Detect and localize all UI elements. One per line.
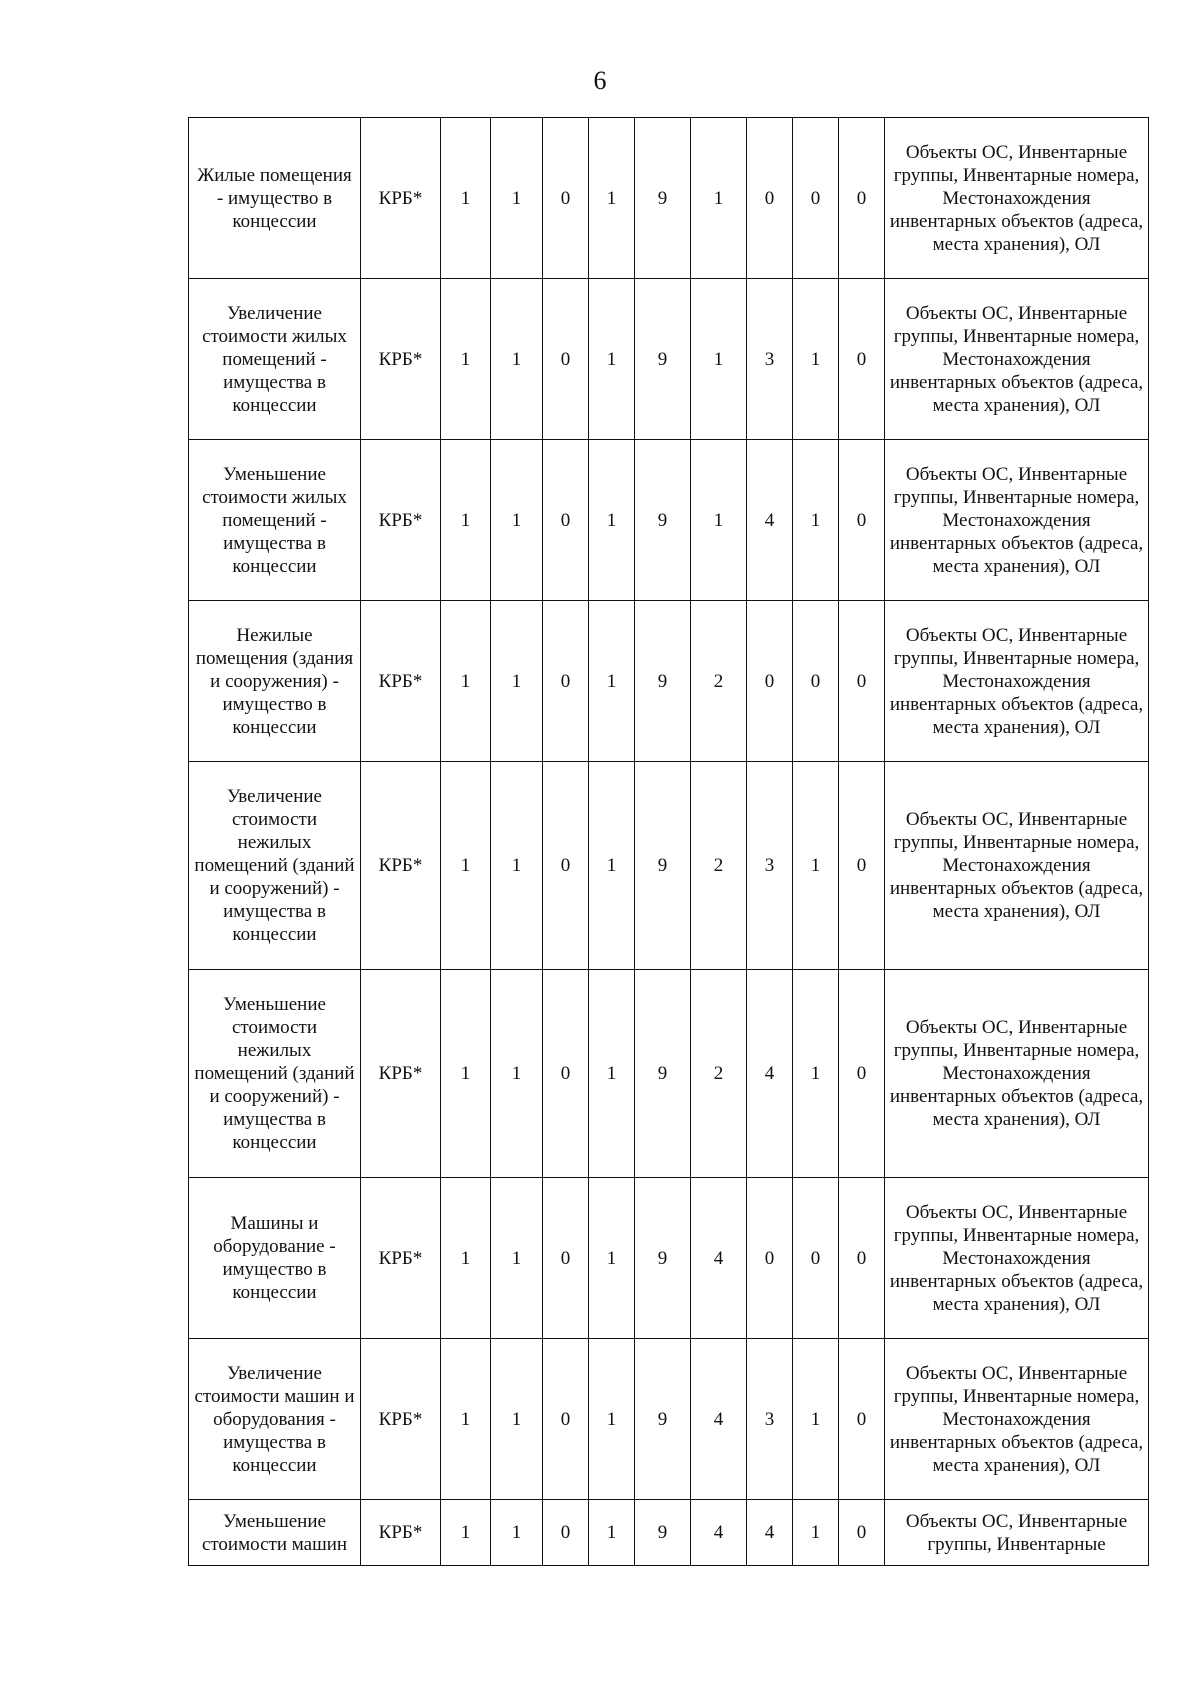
account-digit: 1 xyxy=(441,1178,491,1339)
account-digit: 2 xyxy=(691,762,747,970)
table-row xyxy=(189,118,1149,279)
account-digit: 0 xyxy=(839,440,885,601)
account-digit: 1 xyxy=(589,118,635,279)
account-digit: 1 xyxy=(589,440,635,601)
accounts-table xyxy=(188,117,1149,1566)
account-digit: 0 xyxy=(793,1178,839,1339)
account-digit: 1 xyxy=(441,601,491,762)
account-digit: 0 xyxy=(747,601,793,762)
account-digit: 1 xyxy=(589,279,635,440)
account-digit: 9 xyxy=(635,1178,691,1339)
account-digit: 1 xyxy=(589,1178,635,1339)
account-digit: 1 xyxy=(491,1178,543,1339)
account-digit: 9 xyxy=(635,279,691,440)
account-digit: 1 xyxy=(589,970,635,1178)
account-digit: 4 xyxy=(747,440,793,601)
account-digit: 1 xyxy=(793,440,839,601)
account-digit: 9 xyxy=(635,1339,691,1500)
account-digit: 9 xyxy=(635,970,691,1178)
analytics-description: Объекты ОС, Инвентарные группы, Инвентарные xyxy=(885,1500,1149,1566)
account-digit: 1 xyxy=(491,118,543,279)
account-digit: 4 xyxy=(691,1500,747,1566)
account-digit: 1 xyxy=(441,1500,491,1566)
account-digit: 0 xyxy=(543,279,589,440)
account-digit: 0 xyxy=(747,1178,793,1339)
analytics-description: Объекты ОС, Инвентарные группы, Инвентарные номера, Местонахождения инвентарных объектов (адреса, места хранения), ОЛ xyxy=(885,1178,1149,1339)
account-digit: 4 xyxy=(691,1339,747,1500)
account-digit: 1 xyxy=(441,1339,491,1500)
table-row xyxy=(189,762,1149,970)
account-digit: 1 xyxy=(491,601,543,762)
account-digit: 4 xyxy=(691,1178,747,1339)
page-number: 6 xyxy=(593,66,607,95)
account-digit: 3 xyxy=(747,279,793,440)
account-digit: 0 xyxy=(543,440,589,601)
account-digit: 9 xyxy=(635,1500,691,1566)
account-digit: 1 xyxy=(589,1500,635,1566)
account-code: КРБ* xyxy=(361,762,441,970)
account-digit: 0 xyxy=(839,1500,885,1566)
account-digit: 0 xyxy=(839,1178,885,1339)
account-digit: 9 xyxy=(635,601,691,762)
account-code: КРБ* xyxy=(361,1500,441,1566)
analytics-description: Объекты ОС, Инвентарные группы, Инвентарные номера, Местонахождения инвентарных объектов (адреса, места хранения), ОЛ xyxy=(885,970,1149,1178)
account-name: Уменьшение стоимости машин xyxy=(189,1500,361,1566)
account-digit: 0 xyxy=(839,279,885,440)
account-digit: 0 xyxy=(839,601,885,762)
account-digit: 0 xyxy=(543,762,589,970)
account-digit: 9 xyxy=(635,118,691,279)
account-digit: 1 xyxy=(589,762,635,970)
account-name: Машины и оборудование - имущество в концессии xyxy=(189,1178,361,1339)
account-digit: 1 xyxy=(793,762,839,970)
table-row xyxy=(189,970,1149,1178)
table-row xyxy=(189,440,1149,601)
account-digit: 1 xyxy=(793,1339,839,1500)
account-code: КРБ* xyxy=(361,970,441,1178)
account-digit: 0 xyxy=(543,601,589,762)
account-code: КРБ* xyxy=(361,440,441,601)
account-name: Уменьшение стоимости жилых помещений - имущества в концессии xyxy=(189,440,361,601)
account-name: Жилые помещения - имущество в концессии xyxy=(189,118,361,279)
account-digit: 1 xyxy=(491,279,543,440)
table-row xyxy=(189,1500,1149,1566)
account-digit: 1 xyxy=(441,279,491,440)
account-digit: 1 xyxy=(491,440,543,601)
account-digit: 0 xyxy=(793,601,839,762)
account-digit: 1 xyxy=(491,1500,543,1566)
account-digit: 1 xyxy=(491,762,543,970)
account-name: Увеличение стоимости жилых помещений - имущества в концессии xyxy=(189,279,361,440)
table-row xyxy=(189,279,1149,440)
table-row xyxy=(189,1178,1149,1339)
account-digit: 3 xyxy=(747,1339,793,1500)
account-digit: 9 xyxy=(635,762,691,970)
account-digit: 1 xyxy=(441,118,491,279)
account-digit: 0 xyxy=(839,762,885,970)
account-digit: 0 xyxy=(839,118,885,279)
account-name: Нежилые помещения (здания и сооружения) - имущество в концессии xyxy=(189,601,361,762)
account-name: Увеличение стоимости нежилых помещений (зданий и сооружений) - имущества в концессии xyxy=(189,762,361,970)
account-digit: 1 xyxy=(589,601,635,762)
account-digit: 0 xyxy=(543,1339,589,1500)
analytics-description: Объекты ОС, Инвентарные группы, Инвентарные номера, Местонахождения инвентарных объектов (адреса, места хранения), ОЛ xyxy=(885,440,1149,601)
analytics-description: Объекты ОС, Инвентарные группы, Инвентарные номера, Местонахождения инвентарных объектов (адреса, места хранения), ОЛ xyxy=(885,762,1149,970)
account-digit: 1 xyxy=(793,970,839,1178)
account-digit: 0 xyxy=(839,1339,885,1500)
account-digit: 0 xyxy=(543,1500,589,1566)
account-digit: 1 xyxy=(491,970,543,1178)
account-digit: 0 xyxy=(543,1178,589,1339)
account-code: КРБ* xyxy=(361,601,441,762)
table-row xyxy=(189,601,1149,762)
account-code: КРБ* xyxy=(361,1178,441,1339)
account-digit: 0 xyxy=(747,118,793,279)
account-digit: 4 xyxy=(747,970,793,1178)
account-code: КРБ* xyxy=(361,118,441,279)
table-row xyxy=(189,1339,1149,1500)
analytics-description: Объекты ОС, Инвентарные группы, Инвентарные номера, Местонахождения инвентарных объектов (адреса, места хранения), ОЛ xyxy=(885,601,1149,762)
account-digit: 1 xyxy=(589,1339,635,1500)
account-digit: 1 xyxy=(691,118,747,279)
account-digit: 1 xyxy=(691,279,747,440)
account-digit: 1 xyxy=(441,970,491,1178)
account-digit: 2 xyxy=(691,601,747,762)
account-digit: 1 xyxy=(691,440,747,601)
account-digit: 0 xyxy=(543,118,589,279)
account-code: КРБ* xyxy=(361,279,441,440)
account-digit: 1 xyxy=(491,1339,543,1500)
account-digit: 1 xyxy=(793,279,839,440)
account-name: Уменьшение стоимости нежилых помещений (зданий и сооружений) - имущества в концессии xyxy=(189,970,361,1178)
account-digit: 1 xyxy=(441,440,491,601)
account-digit: 2 xyxy=(691,970,747,1178)
account-name: Увеличение стоимости машин и оборудования - имущества в концессии xyxy=(189,1339,361,1500)
account-digit: 1 xyxy=(441,762,491,970)
analytics-description: Объекты ОС, Инвентарные группы, Инвентарные номера, Местонахождения инвентарных объектов (адреса, места хранения), ОЛ xyxy=(885,279,1149,440)
account-digit: 0 xyxy=(793,118,839,279)
account-digit: 3 xyxy=(747,762,793,970)
account-code: КРБ* xyxy=(361,1339,441,1500)
account-digit: 9 xyxy=(635,440,691,601)
account-digit: 1 xyxy=(793,1500,839,1566)
account-digit: 0 xyxy=(839,970,885,1178)
analytics-description: Объекты ОС, Инвентарные группы, Инвентарные номера, Местонахождения инвентарных объектов (адреса, места хранения), ОЛ xyxy=(885,1339,1149,1500)
account-digit: 4 xyxy=(747,1500,793,1566)
account-digit: 0 xyxy=(543,970,589,1178)
analytics-description: Объекты ОС, Инвентарные группы, Инвентарные номера, Местонахождения инвентарных объектов (адреса, места хранения), ОЛ xyxy=(885,118,1149,279)
